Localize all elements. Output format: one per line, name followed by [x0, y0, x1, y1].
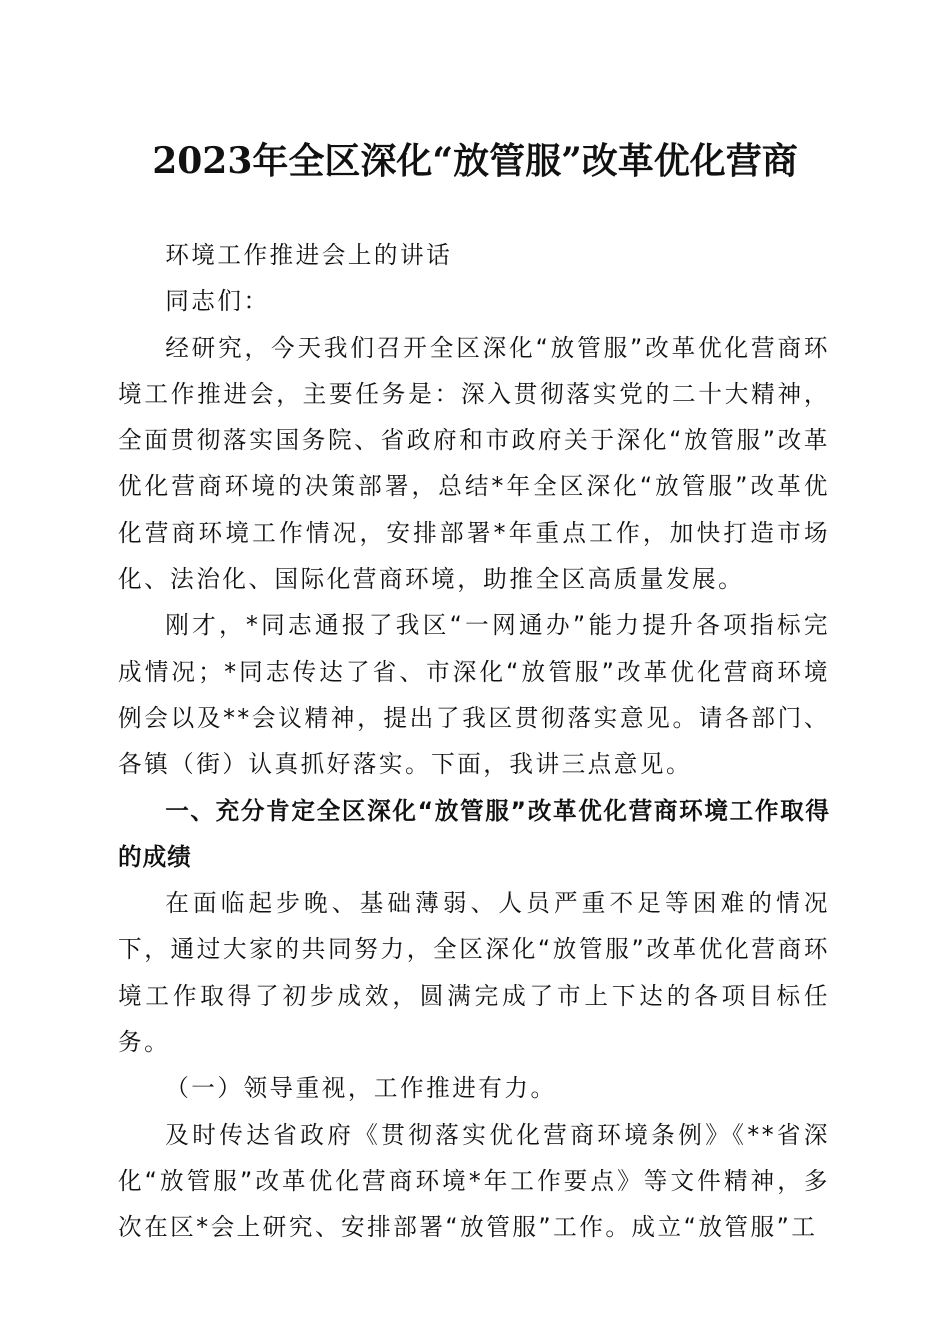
document-title: 2023年全区深化“放管服”改革优化营商 — [152, 140, 798, 182]
subtitle-continuation: 环境工作推进会上的讲话 — [165, 241, 453, 269]
subsection-heading-1: （一）领导重视，工作推进有力。 — [165, 1074, 557, 1103]
paragraph-intro: 经研究，今天我们召开全区深化“放管服”改革优化营商环境工作推进会，主要任务是：深入贯彻落实党的二十大精神，全面贯彻落实国务院、省政府和市政府关于深化“放管服”改革优化营商环境的决策部署，总结*年全区深化“放管服”改革优化营商环境工作情况，安排部署*年重点工作，加快打造市场化、法治化、国际化营商环境，助推全区高质量发展。 — [118, 333, 830, 594]
paragraph-achievements: 在面临起步晚、基础薄弱、人员严重不足等困难的情况下，通过大家的共同努力，全区深化“放管服”改革优化营商环境工作取得了初步成效，圆满完成了市上下达的各项目标任务。 — [118, 889, 830, 1057]
salutation: 同志们： — [165, 287, 270, 316]
section-heading-1: 一、充分肯定全区深化“放管服”改革优化营商环境工作取得的成绩 — [118, 796, 830, 871]
paragraph-leadership: 及时传达省政府《贯彻落实优化营商环境条例》《**省深化“放管服”改革优化营商环境*年工作要点》等文件精神，多次在区*会上研究、安排部署“放管服”工作。成立“放管服”工 — [118, 1120, 830, 1242]
document-body — [118, 232, 830, 1251]
paragraph-briefing: 刚才，*同志通报了我区“一网通办”能力提升各项指标完成情况；*同志传达了省、市深化“放管服”改革优化营商环境例会以及**会议精神，提出了我区贯彻落实意见。请各部门、各镇（街）认真抓好落实。下面，我讲三点意见。 — [118, 611, 830, 779]
